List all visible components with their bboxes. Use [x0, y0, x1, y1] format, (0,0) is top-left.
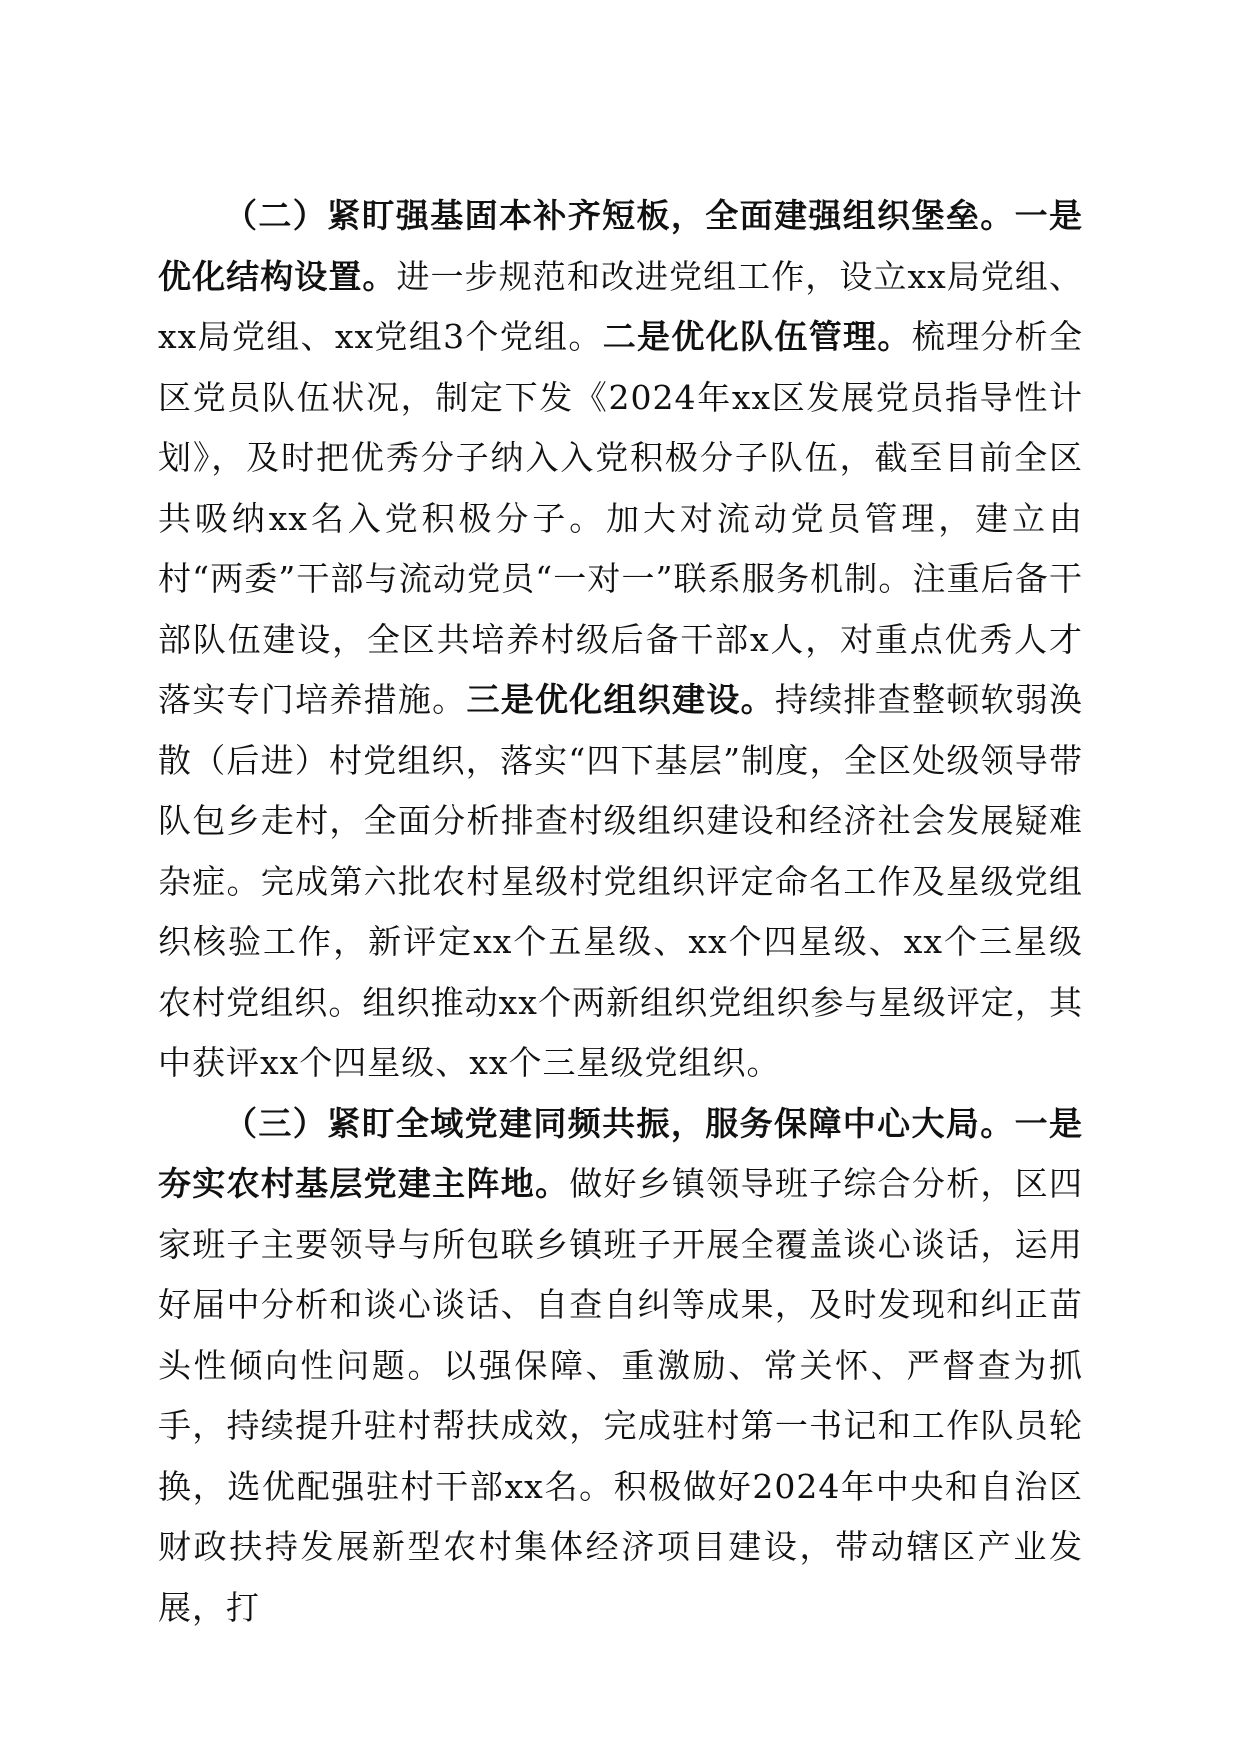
inline-heading: 三是优化组织建设。 [466, 680, 775, 719]
body-text: 做好乡镇领导班子综合分析，区四家班子主要领导与所包联乡镇班子开展全覆盖谈心谈话，运用好届中分析和谈心谈话、自查自纠等成果，及时发现和纠正苗头性倾向性问题。以强保障、重激励、常关怀、严督查为抓手，持续提升驻村帮扶成效，完成驻村第一书记和工作队员轮换，选优配强驻村干部xx名。积极做好2024年中央和自治区财政扶持发展新型农村集体经济项目建设，带动辖区产业发展，打 [158, 1164, 1084, 1627]
inline-heading: 二是优化队伍管理。 [602, 317, 912, 356]
body-text: 梳理分析全区党员队伍状况，制定下发《2024年xx区发展党员指导性计划》，及时把优秀分子纳入入党积极分子队伍，截至目前全区共吸纳xx名入党积极分子。加大对流动党员管理，建立由村“两委”干部与流动党员“一对一”联系服务机制。注重后备干部队伍建设，全区共培养村级后备干部x人，对重点优秀人才落实专门培养措施。 [158, 317, 1084, 719]
document-body [158, 186, 1083, 1638]
paragraph-2-strengthen-organization [158, 186, 1083, 1094]
paragraph-3-party-building [158, 1094, 1083, 1639]
body-text: 进一步规范和改进党组工作，设立xx局党组、xx局党组、xx党组3个党组。 [158, 256, 1083, 356]
section-heading: （三）紧盯全域党建同频共振，服务保障中心大局。一是夯实农村基层党建主阵地。 [158, 1103, 1083, 1203]
body-text: 持续排查整顿软弱涣散（后进）村党组织，落实“四下基层”制度，全区处级领导带队包乡走村，全面分析排查村级组织建设和经济社会发展疑难杂症。完成第六批农村星级村党组织评定命名工作及星级党组织核验工作，新评定xx个五星级、xx个四星级、xx个三星级农村党组织。组织推动xx个两新组织党组织参与星级评定，其中获评xx个四星级、xx个三星级党组织。 [158, 680, 1084, 1082]
section-heading: （二）紧盯强基固本补齐短板，全面建强组织堡垒。一是优化结构设置。 [158, 196, 1083, 296]
